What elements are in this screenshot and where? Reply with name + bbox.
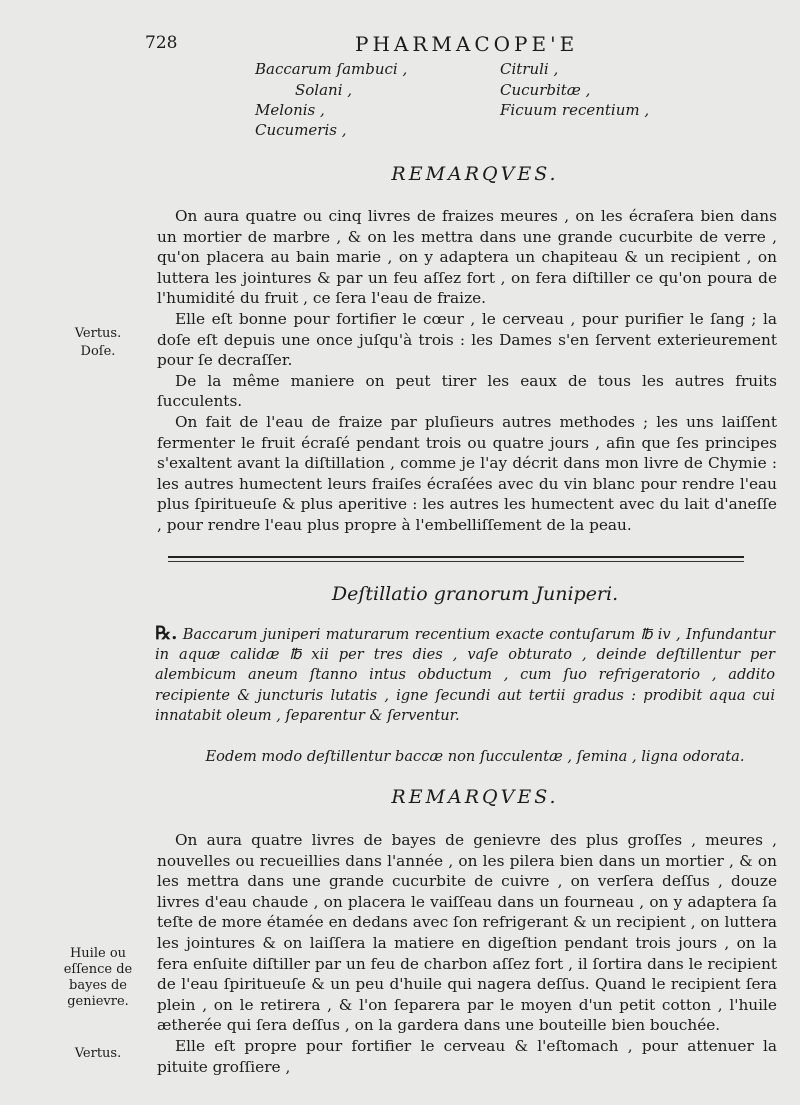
paragraph: Elle eſt bonne pour fortifier le cœur , le cerveau , pour purifier le ſang ; la doſe eſt depuis une once juſqu'à trois : les Dames s'en ſervent exterieurement pour ſe decraſſer. — [157, 309, 777, 370]
recipe-body: Baccarum juniperi maturarum recentium exacte contuſarum ℔ iv , Infundantur in aquæ calidæ ℔ xii per tres dies , vaſe obturato , deinde deſtillentur per alembicum aneum ſtanno intus obductum , cum ſuo refrigeratorio , addito recipiente & juncturis lutatis , igne ſecundi aut tertii gradus : prodibit aqua cui innatabit oleum , ſeparentur & ſerventur. — [155, 626, 776, 724]
paragraph: On aura quatre ou cinq livres de fraizes meures , on les écraſera bien dans un mortier de marbre , & on les mettra dans une grande cucurbite de verre , qu'on placera au bain marie , on y adaptera un chapiteau & un recipient , on luttera les jointures & par un feu aſſez fort , on fera diſtiller ce qu'on poura de l'humidité du fruit , ce ſera l'eau de fraize. — [157, 207, 777, 308]
ingredient: Solani , — [295, 81, 353, 99]
margin-note-vertus: Vertus. — [74, 1046, 122, 1061]
recipe-text — [155, 624, 775, 726]
paragraph: On aura quatre livres de bayes de genievre des plus groſſes , meures , nouvelles ou recueillies dans l'année , on les pilera bien dans un mortier , & on les mettra dans une grande cucurbite de cuivre , on verſera deſſus , douze livres d'eau chaude , on placera le vaiſſeau dans un fourneau , on y adaptera ſa teſte de more étamée en dedans avec ſon refrigerant & un recipient , on luttera les jointures & on laiſſera la matiere en digeſtion pendant trois jours , on la fera enſuite diſtiller par un feu de charbon aſſez fort , il ſortira dans le recipient de l'eau ſpiritueuſe & un peu d'huile qui nagera deſſus. Quand le recipient ſera plein , on le retirera , & l'on ſeparera par le moyen d'un petit cotton , l'huile ætherée qui ſera deſſus , on la gardera dans une bouteille bien bouchée. — [157, 831, 777, 1035]
divider-rule — [168, 561, 744, 562]
recipe-title: Deſtillatio granorum Juniperi. — [331, 583, 619, 605]
section-heading: REMARQVES. — [391, 163, 559, 185]
recipe-symbol: ℞. — [155, 623, 178, 644]
margin-note-huile: Huile ou eſſence de bayes de genievre. — [63, 946, 133, 1009]
paragraph: On fait de l'eau de fraize par pluſieurs autres methodes ; les uns laiſſent fermenter le fruit écraſé pendant trois ou quatre jours , afin que ſes principes s'exaltent avant la diſtillation , comme je l'ay décrit dans mon livre de Chymie : les autres humectent leurs fraiſes écraſées avec du vin blanc pour rendre l'eau plus ſpiritueuſe & plus aperitive : les autres les humectent avec du lait d'aneſſe , pour rendre l'eau plus propre à l'embelliſſement de la peau. — [157, 412, 777, 534]
remarks-text-1 — [157, 206, 777, 536]
margin-note-vertus: Vertus. — [74, 326, 122, 341]
running-title: PHARMACOPE'E — [355, 32, 579, 56]
recipe-note: Eodem modo deſtillentur baccæ non ſucculentæ , ſemina , ligna odorata. — [205, 748, 745, 765]
ingredient: Citruli , — [500, 60, 559, 78]
paragraph: Elle eſt propre pour fortifier le cerveau & l'eſtomach , pour attenuer la pituite groſſiere , — [157, 1036, 777, 1076]
ingredient: Melonis , — [255, 101, 325, 119]
ingredient: Cucumeris , — [255, 121, 347, 139]
margin-note-dose: Doſe. — [80, 344, 116, 359]
page-number: 728 — [145, 33, 178, 53]
ingredient: Ficuum recentium , — [500, 101, 650, 119]
paragraph: De la même maniere on peut tirer les eaux de tous les autres fruits ſucculents. — [157, 371, 777, 411]
divider-rule — [168, 556, 744, 558]
ingredient: Baccarum ſambuci , — [255, 60, 408, 78]
remarks-text-2 — [157, 830, 777, 1077]
ingredient: Cucurbitæ , — [500, 81, 591, 99]
section-heading: REMARQVES. — [391, 786, 559, 808]
